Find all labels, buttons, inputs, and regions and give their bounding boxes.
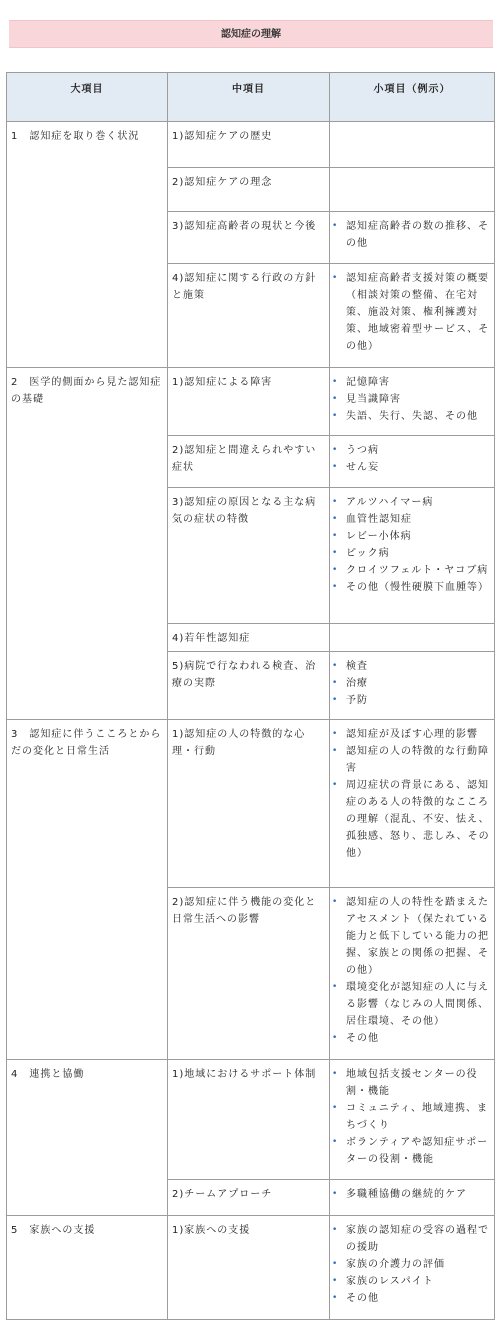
- minor-item: • 認知症の人の特性を踏まえたアセスメント（保たれている能力と低下している能力の把握、家族との関係の把握、その他）: [334, 894, 490, 979]
- minor-items-cell: [330, 652, 495, 720]
- minor-items-cell: [330, 264, 495, 368]
- table-row: [7, 720, 495, 888]
- minor-item: • 検査: [334, 658, 490, 675]
- table-header-row: [7, 73, 495, 122]
- middle-item-cell: 2)認知症と間違えられやすい症状: [168, 436, 330, 488]
- table-row: [7, 1216, 495, 1320]
- middle-item-cell: 1)地域におけるサポート体制: [168, 1060, 330, 1180]
- header-minor: 小項目（例示）: [330, 73, 495, 122]
- minor-item: • その他: [334, 1290, 490, 1307]
- minor-item: • 予防: [334, 692, 490, 709]
- minor-item: • その他: [334, 1030, 490, 1047]
- minor-item-list: [334, 270, 490, 355]
- middle-item-cell: 3)認知症高齢者の現状と今後: [168, 212, 330, 264]
- minor-item: • せん妄: [334, 459, 490, 476]
- table-row: [7, 122, 495, 168]
- minor-item: • 血管性認知症: [334, 511, 490, 528]
- table-row: [7, 1060, 495, 1180]
- minor-items-cell: [330, 368, 495, 436]
- minor-item: • 記憶障害: [334, 374, 490, 391]
- major-item-cell: 2 医学的側面から見た認知症の基礎: [7, 368, 168, 720]
- minor-item: • レビー小体病: [334, 528, 490, 545]
- minor-item: • その他（慢性硬膜下血腫等）: [334, 579, 490, 596]
- table-body: [7, 122, 495, 1320]
- minor-item: • 家族の認知症の受容の過程での援助: [334, 1222, 490, 1256]
- minor-item: • 失語、失行、失認、その他: [334, 408, 490, 425]
- minor-items-cell: [330, 488, 495, 624]
- middle-item-cell: 2)認知症に伴う機能の変化と日常生活への影響: [168, 888, 330, 1060]
- minor-item: • 多職種協働の継続的ケア: [334, 1186, 490, 1203]
- minor-item: • 認知症が及ぼす心理的影響: [334, 726, 490, 743]
- middle-item-cell: 4)若年性認知症: [168, 624, 330, 652]
- major-item-cell: 5 家族への支援: [7, 1216, 168, 1320]
- minor-item: • クロイツフェルト・ヤコブ病: [334, 562, 490, 579]
- major-item-cell: 3 認知症に伴うこころとからだの変化と日常生活: [7, 720, 168, 1060]
- minor-item: • ピック病: [334, 545, 490, 562]
- minor-item: • 家族の介護力の評価: [334, 1256, 490, 1273]
- middle-item-cell: 1)家族への支援: [168, 1216, 330, 1320]
- minor-item: • 治療: [334, 675, 490, 692]
- minor-item-list: [334, 374, 490, 425]
- minor-item: • アルツハイマー病: [334, 494, 490, 511]
- middle-item-cell: 4)認知症に関する行政の方針と施策: [168, 264, 330, 368]
- middle-item-cell: 1)認知症ケアの歴史: [168, 122, 330, 168]
- minor-item: • 認知症高齢者の数の推移、その他: [334, 218, 490, 252]
- curriculum-table-container: [6, 72, 494, 1320]
- minor-item-list: [334, 1066, 490, 1168]
- middle-item-cell: 2)チームアプローチ: [168, 1180, 330, 1216]
- minor-items-cell: [330, 212, 495, 264]
- minor-item: • コミュニティ、地域連携、まちづくり: [334, 1100, 490, 1134]
- minor-item-list: [334, 726, 490, 862]
- minor-item: • ボランティアや認知症サポーターの役割・機能: [334, 1134, 490, 1168]
- minor-item-list: [334, 894, 490, 1047]
- header-middle: 中項目: [168, 73, 330, 122]
- middle-item-cell: 2)認知症ケアの理念: [168, 168, 330, 212]
- minor-items-cell: [330, 436, 495, 488]
- major-item-cell: 4 連携と協働: [7, 1060, 168, 1216]
- middle-item-cell: 1)認知症による障害: [168, 368, 330, 436]
- minor-item: • 地域包括支援センターの役割・機能: [334, 1066, 490, 1100]
- minor-item-list: [334, 1222, 490, 1307]
- minor-item: • 周辺症状の背景にある、認知症のある人の特徴的なこころの理解（混乱、不安、怯え、孤独感、怒り、悲しみ、その他）: [334, 777, 490, 862]
- minor-item: • 環境変化が認知症の人に与える影響（なじみの人間関係、居住環境、その他）: [334, 979, 490, 1030]
- middle-item-cell: 3)認知症の原因となる主な病気の症状の特徴: [168, 488, 330, 624]
- minor-item: • 家族のレスパイト: [334, 1273, 490, 1290]
- minor-item: • 認知症高齢者支援対策の概要（相談対策の整備、在宅対策、施設対策、権利擁護対策、地域密着型サービス、その他）: [334, 270, 490, 355]
- minor-item: • 見当識障害: [334, 391, 490, 408]
- minor-items-cell: [330, 168, 495, 212]
- minor-items-cell: [330, 720, 495, 888]
- curriculum-table: [6, 72, 495, 1320]
- minor-item-list: [334, 442, 490, 476]
- minor-item: • うつ病: [334, 442, 490, 459]
- minor-items-cell: [330, 1216, 495, 1320]
- minor-items-cell: [330, 888, 495, 1060]
- minor-item-list: [334, 658, 490, 709]
- minor-items-cell: [330, 624, 495, 652]
- middle-item-cell: 5)病院で行なわれる検査、治療の実際: [168, 652, 330, 720]
- middle-item-cell: 1)認知症の人の特徴的な心理・行動: [168, 720, 330, 888]
- header-major: 大項目: [7, 73, 168, 122]
- minor-items-cell: [330, 1180, 495, 1216]
- table-row: [7, 368, 495, 436]
- page-title: 認知症の理解: [9, 20, 493, 48]
- minor-item-list: [334, 1186, 490, 1203]
- minor-items-cell: [330, 122, 495, 168]
- minor-item: • 認知症の人の特徴的な行動障害: [334, 743, 490, 777]
- major-item-cell: 1 認知症を取り巻く状況: [7, 122, 168, 368]
- minor-items-cell: [330, 1060, 495, 1180]
- minor-item-list: [334, 494, 490, 596]
- minor-item-list: [334, 218, 490, 252]
